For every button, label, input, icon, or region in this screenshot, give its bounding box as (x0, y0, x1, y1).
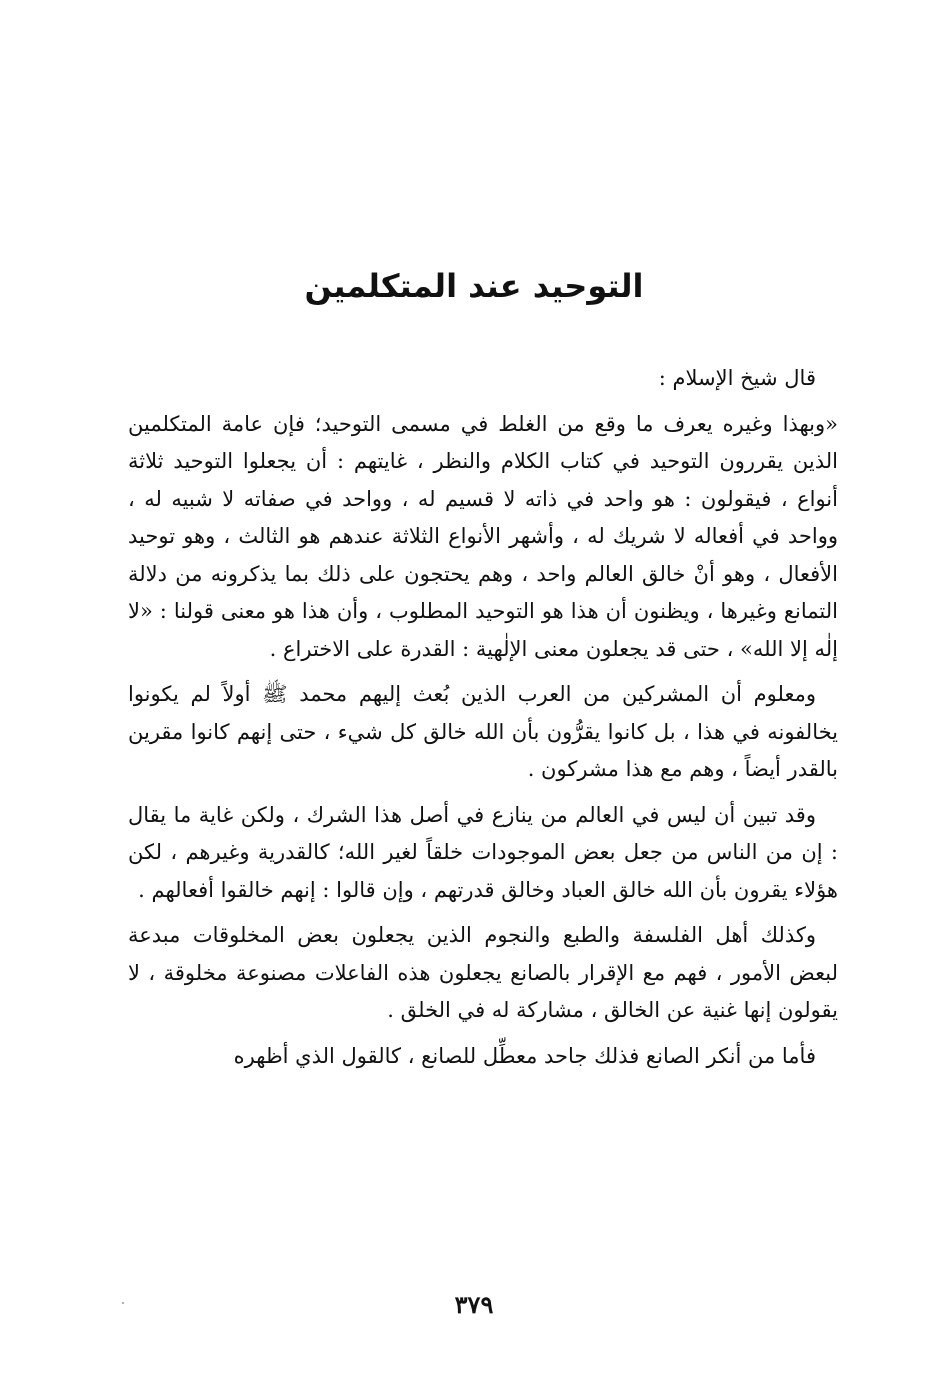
paragraph-quote: «وبهذا وغيره يعرف ما وقع من الغلط في مسمى التوحيد؛ فإن عامة المتكلمين الذين يقررون التوحيد في كتاب الكلام والنظر ، غايتهم : أن يجعلوا التوحيد ثلاثة أنواع ، فيقولون : هو واحد في ذاته لا قسيم له ، وواحد في صفاته لا شبيه له ، وواحد في أفعاله لا شريك له ، وأشهر الأنواع الثلاثة عندهم هو الثالث ، وهو توحيد الأفعال ، وهو أنْ خالق العالم واحد ، وهم يحتجون على ذلك بما يذكرونه من دلالة التمانع وغيرها ، ويظنون أن هذا هو التوحيد المطلوب ، وأن هذا هو معنى قولنا : «لا إلٰه إلا الله» ، حتى قد يجعلون معنى الإلٰهية : القدرة على الاختراع . (128, 411, 838, 661)
body-text (128, 360, 838, 1083)
page-number: ٣٧٩ (454, 1290, 494, 1319)
scan-speck (122, 1302, 124, 1304)
paragraph-deniers: فأما من أنكر الصانع فذلك جاحد معطِّل للصانع ، كالقول الذي أظهره (233, 1043, 816, 1068)
paragraph-shirk: وقد تبين أن ليس في العالم من ينازع في أصل هذا الشرك ، ولكن غاية ما يقال : إن من الناس من جعل بعض الموجودات خلقاً لغير الله؛ كالقدرية وغيرهم ، لكن هؤلاء يقرون بأن الله خالق العباد وخالق قدرتهم ، وإن قالوا : إنهم خالقوا أفعالهم . (128, 802, 838, 902)
chapter-title: التوحيد عند المتكلمين (304, 267, 644, 305)
paragraph-philosophers: وكذلك أهل الفلسفة والطبع والنجوم الذين يجعلون بعض المخلوقات مبدعة لبعض الأمور ، فهم مع الإقرار بالصانع يجعلون هذه الفاعلات مصنوعة مخلوقة ، لا يقولون إنها غنية عن الخالق ، مشاركة له في الخلق . (128, 923, 838, 1022)
paragraph-intro: قال شيخ الإسلام : (658, 366, 816, 390)
paragraph-polytheists: ومعلوم أن المشركين من العرب الذين بُعث إليهم محمد ﷺ أولاً لم يكونوا يخالفونه في هذا ، بل كانوا يقرُّون بأن الله خالق كل شيء ، حتى إنهم كانوا مقرين بالقدر أيضاً ، وهم مع هذا مشركون . (128, 682, 838, 781)
